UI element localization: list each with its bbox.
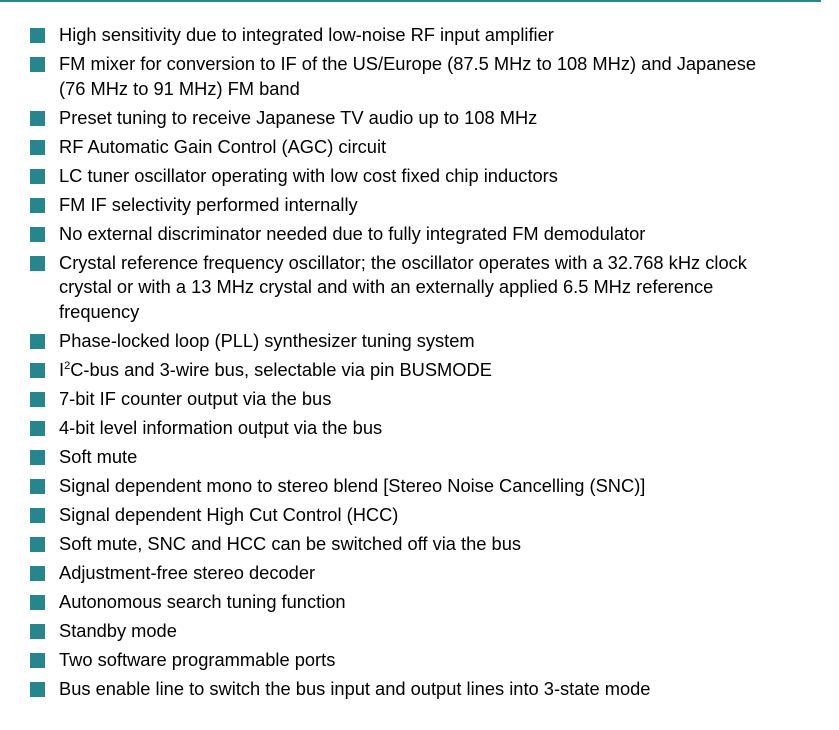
- feature-text-body: High sensitivity due to integrated low-noise RF input amplifier: [59, 24, 554, 45]
- feature-text-line: [59, 561, 825, 586]
- feature-text-line: [59, 77, 825, 102]
- feature-text: [59, 106, 825, 131]
- square-bullet-icon: [30, 111, 45, 126]
- feature-item: [0, 561, 839, 586]
- feature-text-body: FM mixer for conversion to IF of the US/Europe (87.5 MHz to 108 MHz) and Japanese: [59, 53, 757, 74]
- feature-text: [59, 474, 825, 499]
- feature-text-line: [59, 251, 825, 276]
- feature-text-body: No external discriminator needed due to fully integrated FM demodulator: [59, 222, 646, 244]
- feature-text-line: [59, 52, 825, 77]
- feature-text: [59, 193, 825, 218]
- feature-item: [0, 590, 839, 615]
- square-bullet-icon: [30, 57, 45, 72]
- square-bullet-icon: [30, 198, 45, 213]
- feature-text-body: 4-bit level information output via the bus: [59, 416, 383, 438]
- feature-text-body: Two software programmable ports: [59, 648, 336, 670]
- feature-text: [59, 532, 825, 557]
- square-bullet-icon: [30, 479, 45, 494]
- feature-text-line: [59, 193, 825, 218]
- feature-text-body: crystal or with a 13 MHz crystal and with an externally applied 6.5 MHz reference: [59, 276, 714, 297]
- square-bullet-icon: [30, 537, 45, 552]
- feature-text: [59, 561, 825, 586]
- square-bullet-icon: [30, 169, 45, 184]
- feature-text-line: [59, 358, 825, 383]
- square-bullet-icon: [30, 392, 45, 407]
- feature-text-prefix: I: [59, 358, 65, 380]
- feature-text-body: Signal dependent mono to stereo blend [Stereo Noise Cancelling (SNC)]: [59, 474, 646, 496]
- feature-text-line: [59, 648, 825, 673]
- square-bullet-icon: [30, 624, 45, 639]
- feature-item: [0, 619, 839, 644]
- feature-text-line: [59, 474, 825, 499]
- feature-item: [0, 106, 839, 131]
- feature-text: [59, 648, 825, 673]
- feature-text: [59, 329, 825, 354]
- square-bullet-icon: [30, 256, 45, 271]
- feature-item: [0, 677, 839, 702]
- feature-text-body: Soft mute, SNC and HCC can be switched off via the bus: [59, 532, 522, 554]
- feature-text-line: [59, 300, 825, 325]
- feature-item: [0, 387, 839, 412]
- square-bullet-icon: [30, 508, 45, 523]
- feature-text-body: LC tuner oscillator operating with low cost fixed chip inductors: [59, 164, 558, 186]
- feature-text: [59, 52, 825, 101]
- square-bullet-icon: [30, 566, 45, 581]
- feature-list: [0, 23, 839, 706]
- feature-text-line: [59, 445, 825, 470]
- feature-text: [59, 135, 825, 160]
- square-bullet-icon: [30, 363, 45, 378]
- feature-text-line: [59, 619, 825, 644]
- feature-text-line: [59, 590, 825, 615]
- feature-text: [59, 445, 825, 470]
- feature-text-body: Preset tuning to receive Japanese TV audio up to 108 MHz: [59, 106, 538, 128]
- feature-text-body: C-bus and 3-wire bus, selectable via pin BUSMODE: [70, 358, 492, 380]
- feature-text-body: Bus enable line to switch the bus input and output lines into 3-state mode: [59, 677, 651, 699]
- feature-item: [0, 135, 839, 160]
- feature-item: [0, 532, 839, 557]
- feature-text-body: RF Automatic Gain Control (AGC) circuit: [59, 135, 387, 157]
- feature-text: [59, 416, 825, 441]
- square-bullet-icon: [30, 140, 45, 155]
- feature-text-body: Soft mute: [59, 445, 138, 467]
- feature-text-line: [59, 275, 825, 300]
- feature-text: [59, 590, 825, 615]
- square-bullet-icon: [30, 595, 45, 610]
- top-divider: [0, 0, 821, 2]
- feature-item: [0, 445, 839, 470]
- feature-item: [0, 164, 839, 189]
- square-bullet-icon: [30, 682, 45, 697]
- feature-text-body: Autonomous search tuning function: [59, 590, 346, 612]
- feature-text: [59, 619, 825, 644]
- feature-text: [59, 503, 825, 528]
- feature-text-body: FM IF selectivity performed internally: [59, 193, 358, 215]
- square-bullet-icon: [30, 28, 45, 43]
- feature-text: [59, 164, 825, 189]
- feature-item: [0, 474, 839, 499]
- feature-item: [0, 648, 839, 673]
- feature-text-body: Phase-locked loop (PLL) synthesizer tuning system: [59, 329, 475, 351]
- feature-text: [59, 677, 825, 702]
- feature-text-body: (76 MHz to 91 MHz) FM band: [59, 77, 300, 99]
- feature-text-body: Standby mode: [59, 619, 177, 641]
- square-bullet-icon: [30, 227, 45, 242]
- square-bullet-icon: [30, 653, 45, 668]
- feature-text: [59, 358, 825, 383]
- feature-text-superscript: 2: [64, 359, 71, 372]
- feature-text-line: [59, 23, 825, 48]
- square-bullet-icon: [30, 334, 45, 349]
- feature-item: [0, 416, 839, 441]
- feature-item: [0, 222, 839, 247]
- feature-item: [0, 52, 839, 101]
- feature-item: [0, 329, 839, 354]
- feature-text-body: Crystal reference frequency oscillator; the oscillator operates with a 32.768 kHz clock: [59, 251, 747, 273]
- feature-item: [0, 251, 839, 325]
- feature-item: [0, 23, 839, 48]
- feature-item: [0, 503, 839, 528]
- feature-text-line: [59, 532, 825, 557]
- feature-text-line: [59, 503, 825, 528]
- feature-text: [59, 387, 825, 412]
- feature-text-body: 7-bit IF counter output via the bus: [59, 387, 332, 409]
- feature-text-line: [59, 222, 825, 247]
- feature-text-line: [59, 106, 825, 131]
- feature-text-body: Signal dependent High Cut Control (HCC): [59, 503, 399, 525]
- feature-text-body: Adjustment-free stereo decoder: [59, 561, 316, 583]
- square-bullet-icon: [30, 450, 45, 465]
- feature-text-line: [59, 677, 825, 702]
- feature-text-line: [59, 416, 825, 441]
- feature-text: [59, 23, 825, 48]
- feature-text-line: [59, 387, 825, 412]
- feature-text: [59, 251, 825, 325]
- feature-text-line: [59, 164, 825, 189]
- feature-item: [0, 193, 839, 218]
- feature-text: [59, 222, 825, 247]
- feature-text-line: [59, 135, 825, 160]
- feature-text-body: frequency: [59, 300, 140, 322]
- feature-text-line: [59, 329, 825, 354]
- feature-item: [0, 358, 839, 383]
- square-bullet-icon: [30, 421, 45, 436]
